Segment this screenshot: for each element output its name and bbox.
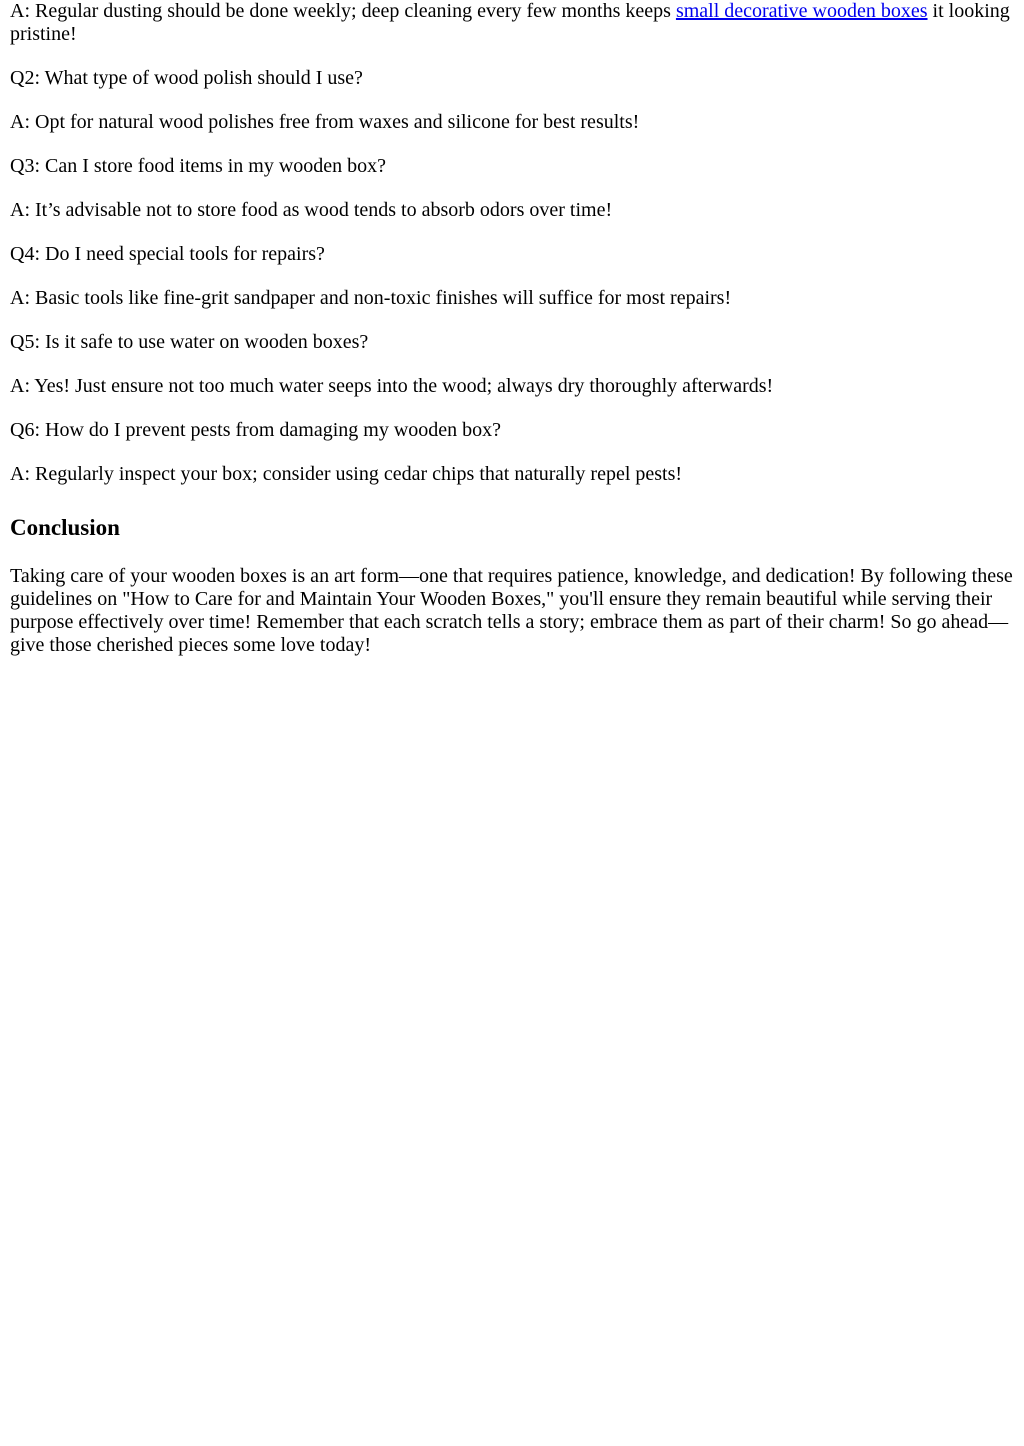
faq-question-5: Q5: Is it safe to use water on wooden boxes? (10, 331, 369, 353)
article-page (0, 0, 1024, 657)
conclusion-paragraph: Taking care of your wooden boxes is an art form—one that requires patience, knowledge, and dedication! By following these guidelines on "How to Care for and Maintain Your Wooden Boxes," you'll ensure they remain beautiful while serving their purpose effectively over time! Remember that each scratch tells a story; embrace them as part of their charm! So go ahead—give those cherished pieces some love today! (10, 565, 1013, 656)
faq-answer-6: A: Regularly inspect your box; consider using cedar chips that naturally repel pests! (10, 463, 683, 485)
conclusion-heading: Conclusion (10, 515, 120, 540)
faq-answer-1-text-before: A: Regular dusting should be done weekly; deep cleaning every few months keeps (10, 0, 676, 22)
faq-question-2: Q2: What type of wood polish should I use? (10, 67, 363, 89)
faq-answer-1-text-after: it looking pristine! (10, 0, 1010, 45)
small-decorative-wooden-boxes-link[interactable]: small decorative wooden boxes (675, 0, 928, 22)
faq-question-6: Q6: How do I prevent pests from damaging my wooden box? (10, 419, 502, 441)
faq-question-3: Q3: Can I store food items in my wooden box? (10, 155, 387, 177)
faq-answer-2: A: Opt for natural wood polishes free from waxes and silicone for best results! (10, 111, 640, 133)
faq-answer-1 (10, 0, 1014, 46)
faq-answer-3: A: It’s advisable not to store food as wood tends to absorb odors over time! (10, 199, 613, 221)
faq-answer-5: A: Yes! Just ensure not too much water seeps into the wood; always dry thoroughly afterwards! (10, 375, 774, 397)
faq-question-4: Q4: Do I need special tools for repairs? (10, 243, 325, 265)
faq-answer-4: A: Basic tools like fine-grit sandpaper and non-toxic finishes will suffice for most repairs! (10, 287, 732, 309)
